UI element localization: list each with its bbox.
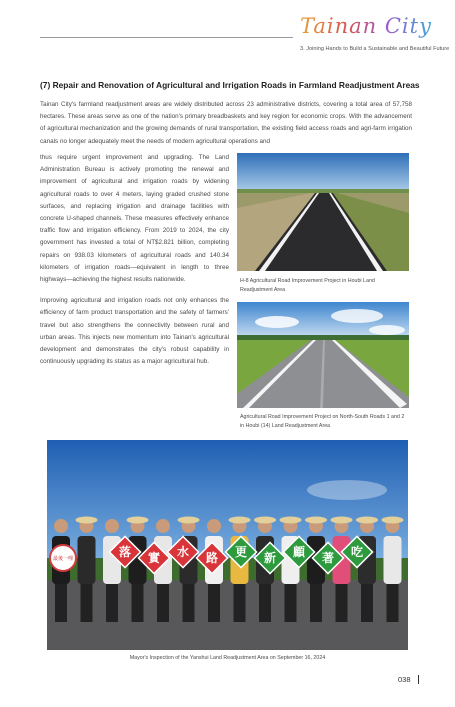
svg-text:落: 落 (118, 545, 132, 559)
svg-text:實: 實 (147, 551, 161, 565)
svg-text:路: 路 (205, 551, 219, 565)
section-subtitle: 3. Joining Hands to Build a Sustainable and Beautiful Future (300, 46, 450, 52)
caption-photo-1: H-8 Agricultural Road Improvement Project in Houbi Land Readjustment Area (240, 278, 375, 293)
tainan-city-logo (300, 14, 432, 42)
sign-board (50, 545, 76, 571)
svg-text:水: 水 (176, 545, 190, 559)
left-column (40, 152, 229, 368)
page-number-bar (418, 675, 419, 684)
svg-text:最後一哩: 最後一哩 (52, 556, 74, 562)
intro-paragraph: Tainan City's farmland readjustment areas are widely distributed across 23 administrative districts, covering a total area of 57,758 hectares. These areas serve as one of the nation's primary breadbaskets and key region for economic crops. With the advancement of agricultural mechanization and the growing demands of rural transportation, the existing field access roads and agri-farm irrigation canals no longer adequately meet the needs of modern agricultural operations and (40, 101, 412, 145)
caption-photo-3: Mayor's Inspection of the Yanshui Land Readjustment Area on September 16, 2024 (129, 655, 326, 661)
caption-photo-2: Agricultural Road Improvement Project on North-South Roads 1 and 2 in Houbi (14) Land Readjustment Area (240, 414, 405, 429)
page-number: 038 (398, 675, 411, 684)
mayor-inspection-photo (47, 440, 408, 650)
svg-text:著: 著 (321, 551, 335, 565)
svg-text:更: 更 (234, 545, 248, 559)
road-photo-houbi-h8 (237, 153, 409, 271)
article-heading: (7) Repair and Renovation of Agricultural and Irrigation Roads in Farmland Readjustment Areas (40, 80, 420, 90)
svg-text:吃: 吃 (350, 545, 364, 559)
logo-wordmark: Tainan City (300, 14, 432, 38)
road-photo-houbi-14 (237, 302, 409, 408)
svg-text:新: 新 (263, 551, 277, 565)
svg-text:顧: 顧 (292, 545, 306, 559)
body-paragraph-2: Improving agricultural and irrigation roads not only enhances the efficiency of farm product transportation and the safety of farmers' travel but also strengthens the connectivity between rural and urban areas. This injects new momentum into Tainan's agricultural development and demonstrates the city's robust capability in continuously upgrading its status as a major agricultural hub. (40, 297, 229, 366)
header-rule (40, 37, 293, 38)
body-paragraph-1: thus require urgent improvement and upgrading. The Land Administration Bureau is actively promoting the renewal and improvement of agricultural and irrigation roads by widening agricultural roads to over 4 meters, laying graded crushed stone surfaces, and replacing irrigation and drainage facilities with concrete U-shaped channels. These measures effectively enhance traffic flow and irrigation efficiency. From 2019 to 2024, the city government has invested a total of NT$2.821 billion, completing repairs on 938.03 kilometers of agricultural roads and 140.34 kilometers of irrigation roads—equivalent in length to three highways—achieving the highest results nationwide. (40, 154, 229, 284)
